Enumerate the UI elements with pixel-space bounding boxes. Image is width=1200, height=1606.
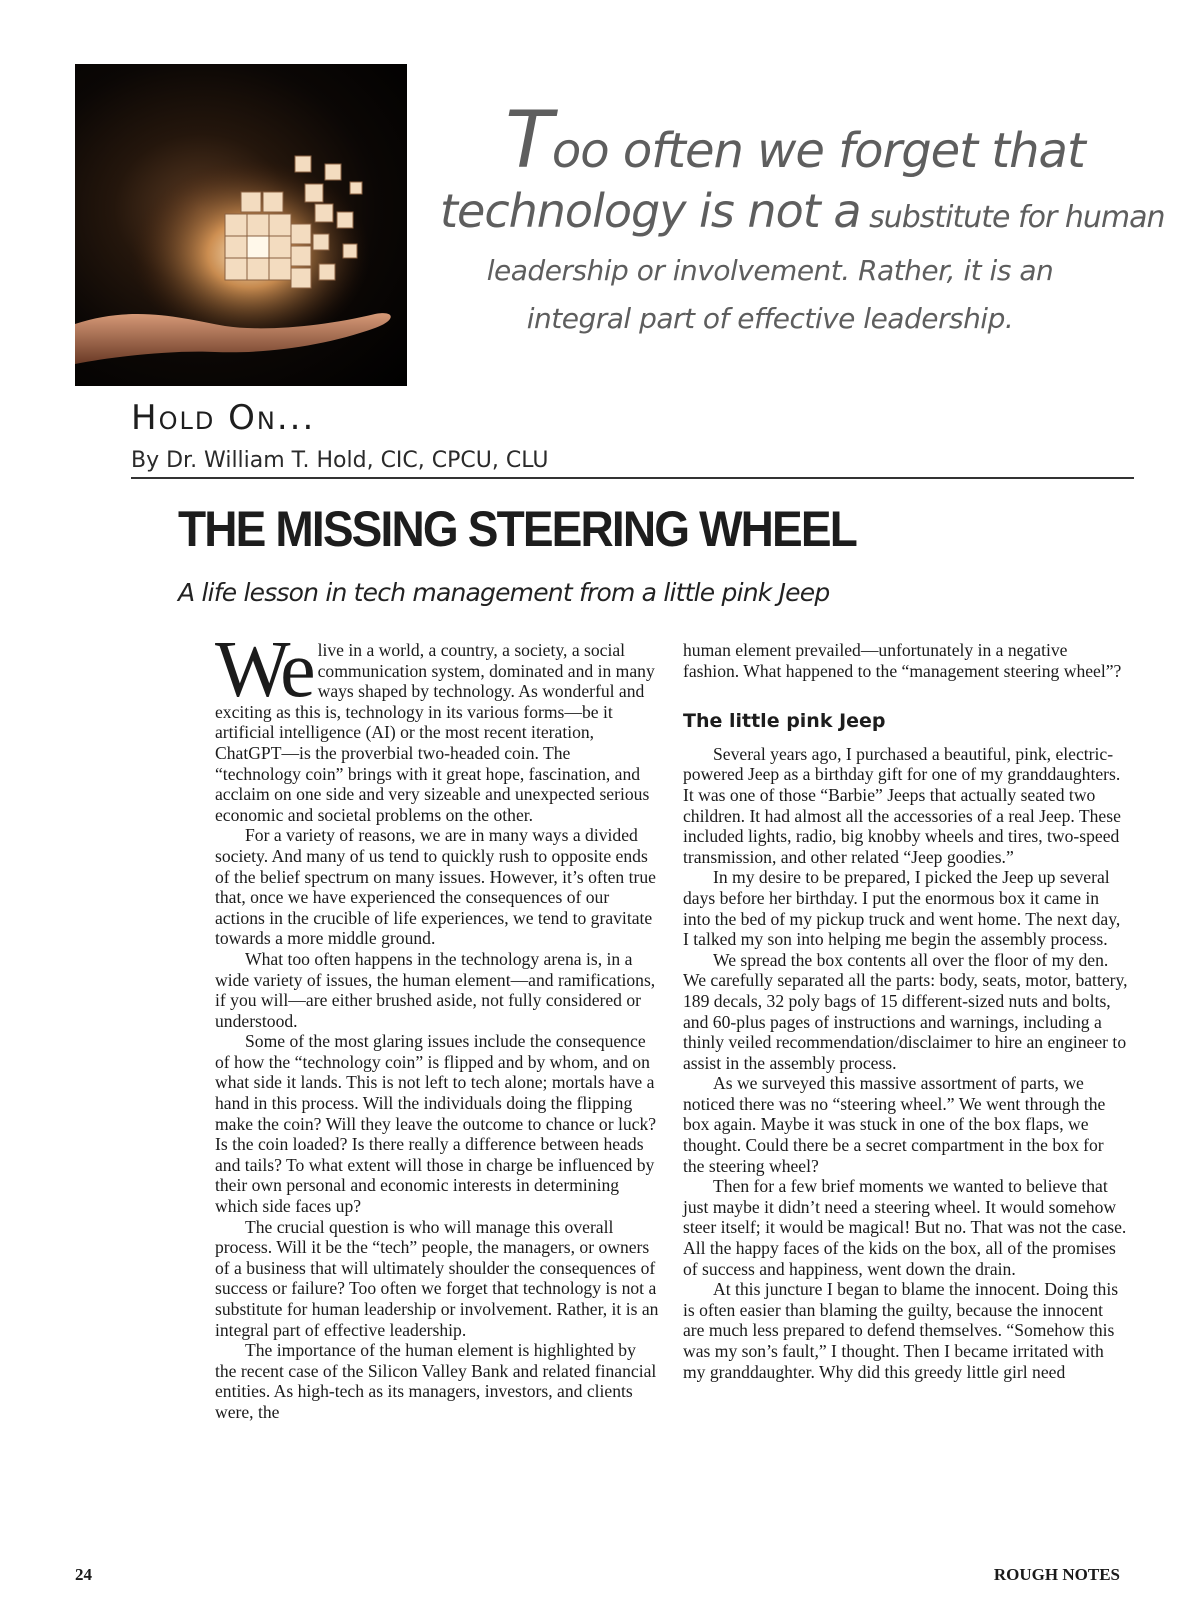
divider-rule	[131, 477, 1134, 479]
paragraph: As we surveyed this massive assortment of parts, we noticed there was no “steering wheel.” We went through the box again. Maybe it was stuck in one of the box flaps, we thought. Could there be a secret compartment in the box for the steering wheel?	[683, 1073, 1106, 1176]
paragraph: Some of the most glaring issues include the consequence of how the “technology coin” is flipped and by whom, and on what side it lands. This is not left to tech alone; mortals have a hand in this process. Will the individuals doing the flipping make the coin? Will they leave the outcome to chance or luck? Is the coin loaded? Is there really a difference between heads and tails? To what extent will those in charge be influenced by their own personal and economic interests in determining which side faces up?	[215, 1031, 657, 1217]
article-deck: A life lesson in tech management from a little pink Jeep	[178, 578, 830, 607]
article-column-right	[683, 640, 1128, 1382]
drop-cap: We	[215, 626, 312, 714]
hand-holding-cubes-image	[75, 64, 407, 386]
pull-quote-line-1: Too often we forget that	[505, 96, 1085, 186]
pull-quote-line-3: leadership or involvement. Rather, it is an	[486, 254, 1054, 287]
paragraph: At this juncture I began to blame the innocent. Doing this is often easier than blaming the guilty, because the innocent are much less prepared to defend themselves. “Somehow this was my son’s fault,” I thought. Then I became irritated with my granddaughter. Why did this greedy little girl need	[683, 1279, 1119, 1382]
article-column-left	[215, 626, 660, 1423]
pull-quote-line-2: technology is not a substitute for human	[440, 184, 1165, 238]
paragraph: What too often happens in the technology arena is, in a wide variety of issues, the human element—and ramifications, if you will—are either brushed aside, not fully considered or understood.	[215, 948, 656, 1031]
article-headline: THE MISSING STEERING WHEEL	[178, 501, 856, 557]
section-subhead: The little pink Jeep	[683, 710, 886, 733]
paragraph: human element prevailed—unfortunately in a negative fashion. What happened to the “management steering wheel”?	[683, 640, 1122, 681]
paragraph: The importance of the human element is highlighted by the recent case of the Silicon Valley Bank and related financial entities. As high-tech as its managers, investors, and clients were, the	[215, 1340, 657, 1422]
paragraph: We live in a world, a country, a society, a social communication system, dominated and in many ways shaped by technology. As wonderful and exciting as this is, technology in its various forms—be it artificial intelligence (AI) or the most recent iteration, ChatGPT—is the proverbial two-headed coin. The “technology coin” brings with it great hope, fascination, and acclaim on one side and very sizeable and unexpected serious economic and societal problems on the other.	[215, 626, 655, 825]
column-title: Hold On...	[131, 398, 316, 438]
paragraph: We spread the box contents all over the floor of my den. We carefully separated all the parts: body, seats, motor, battery, 189 decals, 32 poly bags of 15 different-sized nuts and bolts, and 60-plus pages of instructions and warnings, including a thinly veiled recommendation/disclaimer to hire an engineer to assist in the assembly process.	[683, 949, 1128, 1073]
page-number: 24	[75, 1565, 92, 1584]
glowing-cubes-illustration	[75, 64, 407, 386]
publication-name: ROUGH NOTES	[993, 1565, 1120, 1584]
paragraph: The crucial question is who will manage this overall process. Will it be the “tech” people, the managers, or owners of a business that will ultimately shoulder the consequences of success or failure? Too often we forget that technology is not a substitute for human leadership or involvement. Rather, it is an integral part of effective leadership.	[215, 1216, 659, 1340]
paragraph: In my desire to be prepared, I picked the Jeep up several days before her birthday. I put the enormous box it came in into the bed of my pickup truck and went home. The next day, I talked my son into helping me begin the assembly process.	[683, 867, 1121, 950]
pull-quote	[440, 96, 1165, 343]
byline: By Dr. William T. Hold, CIC, CPCU, CLU	[131, 448, 549, 473]
paragraph: For a variety of reasons, we are in many ways a divided society. And many of us tend to quickly rush to opposite ends of the belief spectrum on many issues. However, it’s often true that, once we have experienced the consequences of our actions in the crucible of life experiences, we tend to gravitate towards a more middle ground.	[215, 825, 656, 949]
paragraph: Then for a few brief moments we wanted to believe that just maybe it didn’t need a steering wheel. It would somehow steer itself; it would be magical! But no. That was not the case. All the happy faces of the kids on the box, all of the promises of success and happiness, went down the drain.	[683, 1176, 1127, 1279]
pull-quote-line-4: integral part of effective leadership.	[526, 302, 1014, 335]
paragraph: Several years ago, I purchased a beautiful, pink, electric-powered Jeep as a birthday gift for one of my granddaughters. It was one of those “Barbie” Jeeps that actually seated two children. It had almost all the accessories of a real Jeep. These included lights, radio, big knobby wheels and tires, two-speed transmission, and other related “Jeep goodies.”	[683, 743, 1121, 867]
